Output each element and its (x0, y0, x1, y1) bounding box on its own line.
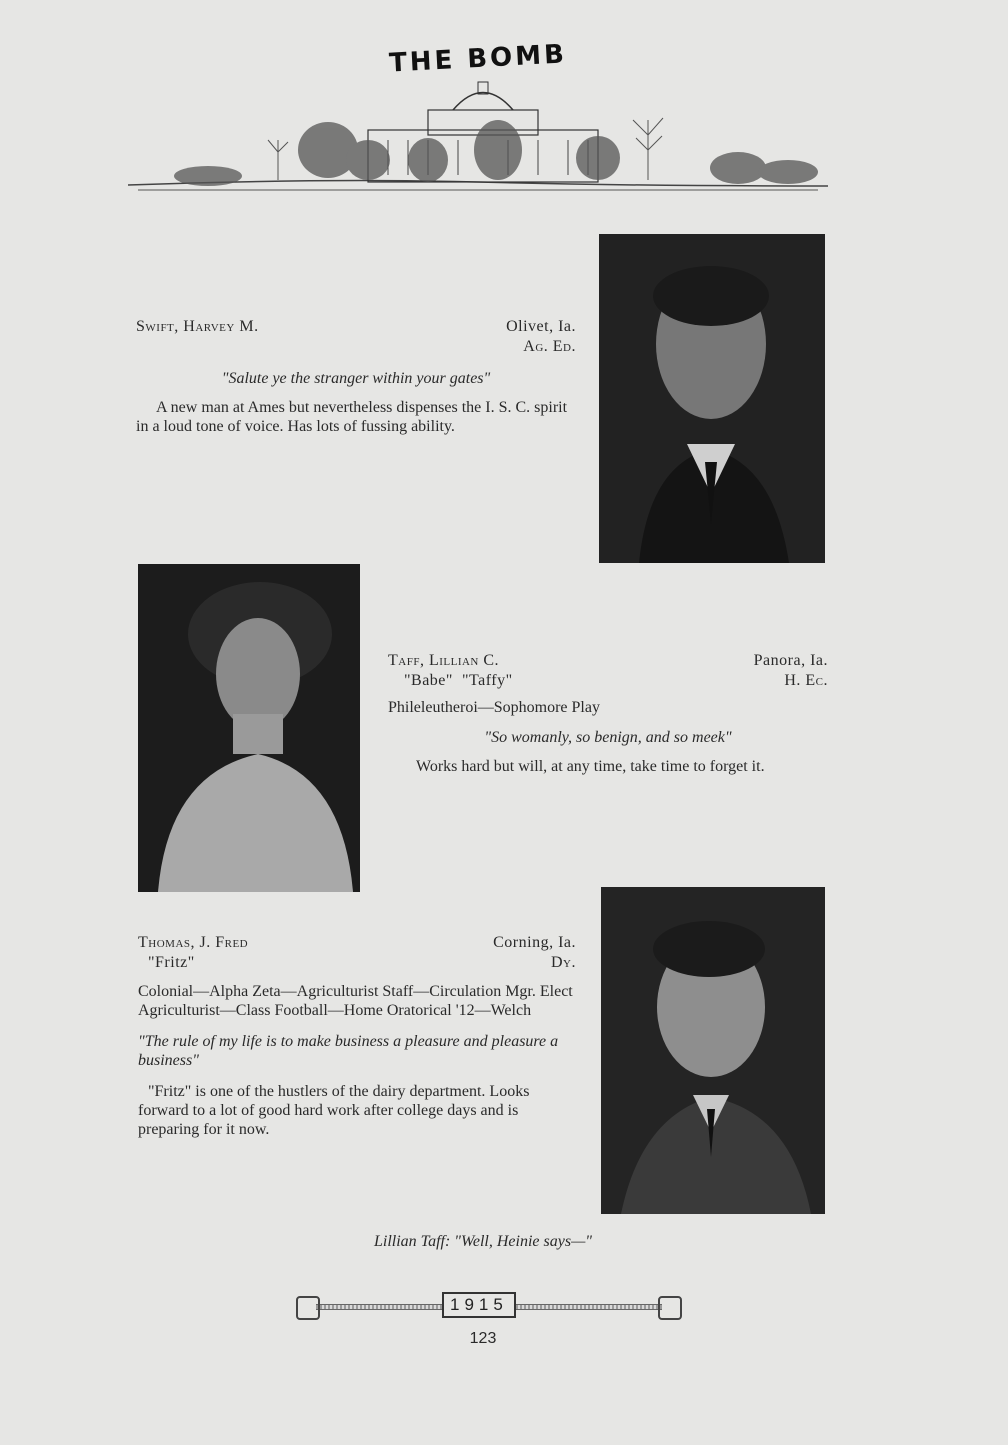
banner-title: THE BOMB (388, 39, 568, 79)
hometown: Corning, Ia. (493, 934, 576, 951)
course: H. Ec. (784, 672, 828, 689)
year-label: 1915 (442, 1292, 516, 1318)
student-quote: "The rule of my life is to make business a pleasure and pleasure a business" (138, 1033, 559, 1069)
portrait-thomas (601, 887, 825, 1214)
entry-thomas (138, 934, 576, 1139)
footer-ornament (296, 1292, 682, 1322)
entry-swift (136, 318, 576, 436)
hometown: Panora, Ia. (753, 652, 828, 669)
activities: Phileleutheroi—Sophomore Play (388, 699, 600, 716)
student-description: "Fritz" is one of the hustlers of the dairy department. Looks forward to a lot of good hard work after college days and is preparing for it now. (138, 1083, 530, 1138)
entry-taff (388, 652, 828, 776)
nicknames: "Babe" "Taffy" (404, 672, 513, 689)
page-number: 123 (469, 1330, 497, 1347)
student-description: Works hard but will, at any time, take time to forget it. (416, 758, 765, 775)
student-name: Thomas, J. Fred (138, 934, 249, 951)
activities: Colonial—Alpha Zeta—Agriculturist Staff—Circulation Mgr. Elect Agriculturist—Class Football—Home Oratorical '12—Welch (138, 983, 573, 1019)
hometown: Olivet, Ia. (506, 318, 576, 335)
student-quote: "So womanly, so benign, and so meek" (484, 729, 732, 746)
course: Ag. Ed. (523, 338, 576, 355)
course: Dy. (551, 954, 576, 971)
page-caption: Lillian Taff: "Well, Heinie says—" (373, 1233, 593, 1250)
portrait-swift (599, 234, 825, 563)
student-description: A new man at Ames but nevertheless dispenses the I. S. C. spirit in a loud tone of voice. Has lots of fussing ability. (136, 399, 568, 435)
nicknames: "Fritz" (148, 954, 195, 971)
student-name: Swift, Harvey M. (136, 318, 259, 335)
student-name: Taff, Lillian C. (388, 652, 500, 669)
campus-illustration (128, 40, 828, 200)
portrait-taff (138, 564, 360, 892)
header-banner (128, 40, 828, 200)
student-quote: "Salute ye the stranger within your gates" (221, 370, 491, 387)
